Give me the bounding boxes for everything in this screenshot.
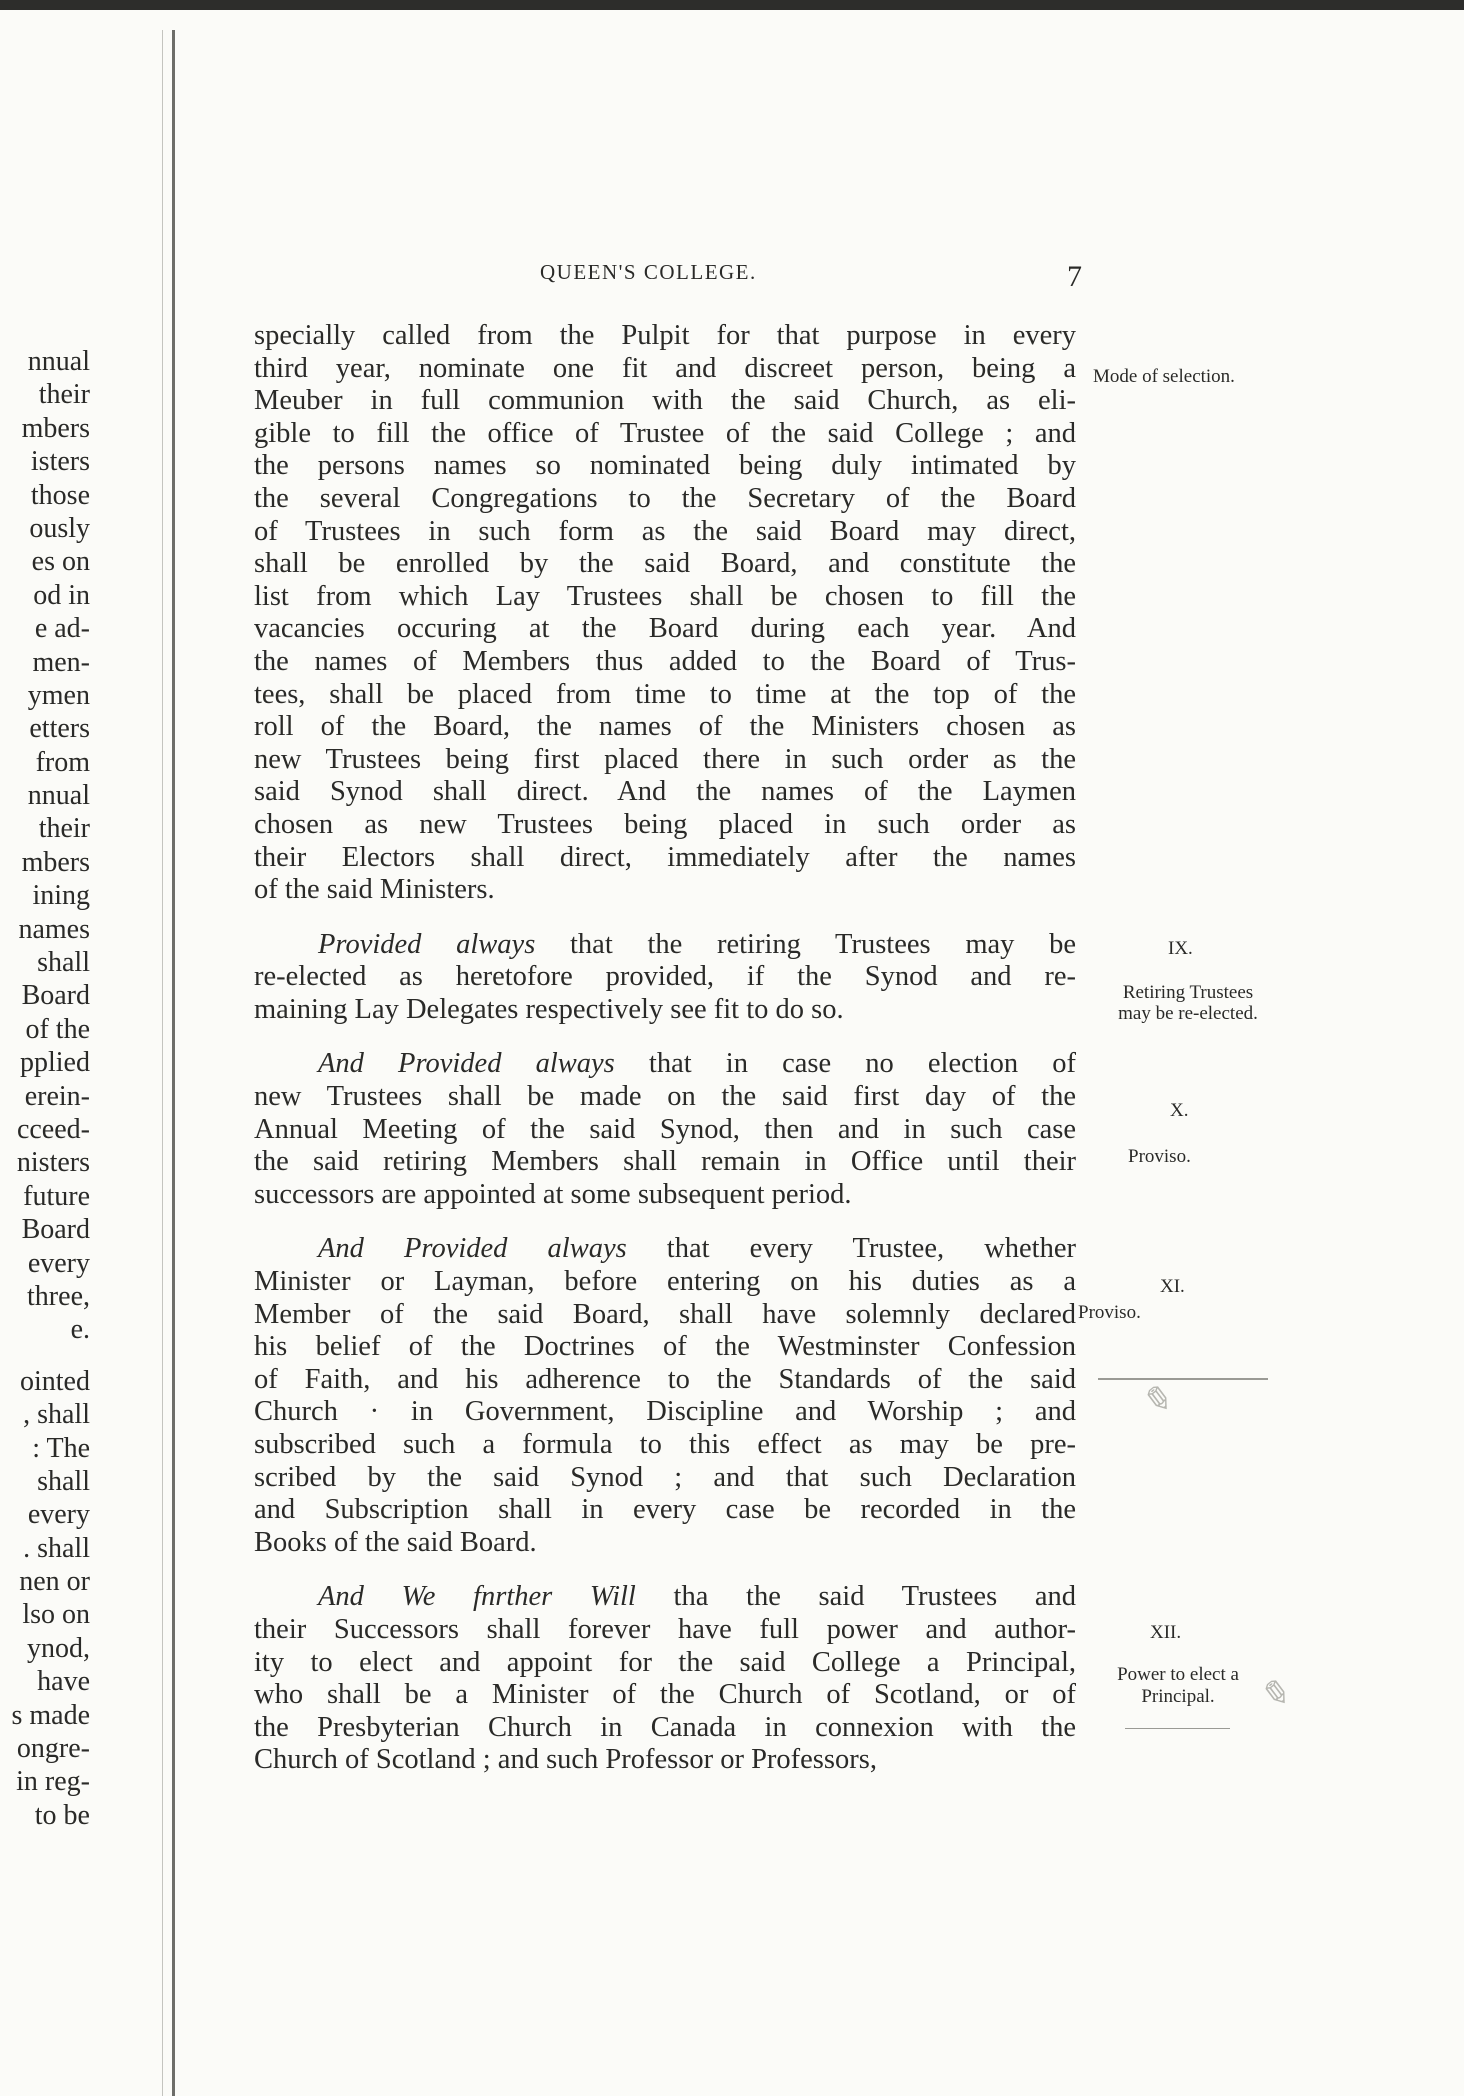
left-fragment-line: nnual [27, 780, 90, 812]
text-line: chosen as new Trustees being placed in such order as [254, 808, 1076, 840]
text-line: Church of Scotland ; and such Professor or Professors, [254, 1744, 877, 1776]
left-fragment-line: ymen [27, 679, 90, 711]
margin-note-xi-proviso: Proviso. [1078, 1302, 1141, 1323]
page-gutter-shadow [162, 30, 163, 2096]
text-line: scribed by the said Synod ; and that such Declaration [254, 1461, 1076, 1493]
left-fragment-line: : The [32, 1432, 90, 1464]
text-line: of Trustees in such form as the said Board may direct, [254, 515, 1076, 547]
text-line: his belief of the Doctrines of the Westminster Confession [254, 1331, 1076, 1363]
text-line: list from which Lay Trustees shall be chosen to fill the [254, 580, 1076, 612]
left-fragment-line: pplied [20, 1047, 90, 1079]
left-fragment-line: Board [21, 1214, 90, 1246]
text-line: their Electors shall direct, immediately after the names [254, 841, 1076, 873]
body-text [254, 320, 1076, 1777]
text-line: who shall be a Minister of the Church of Scotland, or of [254, 1679, 1076, 1711]
paragraph-x [254, 1048, 1076, 1211]
handwritten-underline [1098, 1378, 1268, 1380]
left-fragment-line: ynod, [27, 1632, 90, 1664]
paragraph-ix [254, 929, 1076, 1027]
paragraph-continuation [254, 320, 1076, 907]
text-line: maining Lay Delegates respectively see fit to do so. [254, 993, 844, 1025]
italic-lead: And We fnrther Will [318, 1581, 636, 1613]
line-text: that every Trustee, whether [626, 1233, 1076, 1265]
text-line: said Synod shall direct. And the names of the Laymen [254, 776, 1076, 808]
left-fragment-line: cceed- [16, 1113, 90, 1145]
text-line [254, 1048, 1076, 1081]
left-fragment-line: shall [37, 1465, 90, 1497]
paragraph-xii [254, 1581, 1076, 1777]
left-fragment-gap [0, 1347, 90, 1365]
handwritten-annotation-faith: ✎ [1140, 1380, 1173, 1421]
text-line: new Trustees being first placed there in such order as the [254, 743, 1076, 775]
text-line: tees, shall be placed from time to time at the top of the [254, 678, 1076, 710]
left-fragment-line: nisters [16, 1147, 90, 1179]
text-line: Church · in Government, Discipline and Worship ; and [254, 1396, 1076, 1428]
left-fragment-line: names [18, 913, 90, 945]
left-fragment-line: s made [11, 1699, 90, 1731]
text-line: third year, nominate one fit and discreet person, being a [254, 352, 1076, 384]
text-line: the Presbyterian Church in Canada in connexion with the [254, 1711, 1076, 1743]
left-fragment-line: every [27, 1499, 90, 1531]
left-fragment-line: men- [32, 646, 90, 678]
text-line: of Faith, and his adherence to the Standards of the said [254, 1363, 1076, 1395]
left-fragment-line: those [30, 479, 90, 511]
left-fragment-line: lso on [22, 1599, 90, 1631]
left-fragment-line: nnual [27, 346, 90, 377]
margin-note-xi-number: XI. [1160, 1276, 1185, 1297]
left-fragment-line: ining [32, 880, 90, 912]
margin-note-ix-number: IX. [1168, 938, 1193, 959]
left-fragment-line: ongre- [16, 1733, 90, 1765]
left-fragment-line: shall [37, 947, 90, 979]
line-text: that in case no election of [614, 1048, 1076, 1080]
italic-lead: Provided always [318, 928, 536, 960]
text-line: the names of Members thus added to the Board of Trus- [254, 645, 1076, 677]
margin-note-x-number: X. [1170, 1100, 1189, 1121]
text-line: gible to fill the office of Trustee of the said College ; and [254, 417, 1076, 449]
italic-lead: And Provided always [318, 1233, 627, 1265]
text-line: vacancies occuring at the Board during each year. And [254, 613, 1076, 645]
margin-note-xii-line2: Principal. [1141, 1686, 1215, 1707]
text-line: specially called from the Pulpit for that purpose in every [254, 320, 1076, 351]
left-fragment-line: every [27, 1247, 90, 1279]
text-line: re-elected as heretofore provided, if the Synod and re- [254, 961, 1076, 993]
left-fragment-line: es on [31, 546, 90, 578]
text-line: Member of the said Board, shall have solemnly declared [254, 1298, 1076, 1330]
text-line [254, 1581, 1076, 1614]
scan-top-edge [0, 0, 1464, 10]
text-line: and Subscription shall in every case be recorded in the [254, 1494, 1076, 1526]
margin-note-xii-line1: Power to elect a [1117, 1664, 1239, 1685]
left-fragment-line: nen or [19, 1566, 90, 1598]
text-line [254, 1233, 1076, 1266]
text-line: the several Congregations to the Secretary of the Board [254, 482, 1076, 514]
text-line: their Successors shall forever have full power and author- [254, 1613, 1076, 1645]
margin-underline-xii [1125, 1728, 1230, 1729]
line-text: tha the said Trustees and [635, 1581, 1076, 1613]
left-fragment-line: in reg- [16, 1766, 90, 1798]
left-fragment-line: Board [21, 980, 90, 1012]
text-line: Minister or Layman, before entering on his duties as a [254, 1266, 1076, 1298]
left-fragment-line: , shall [23, 1399, 90, 1431]
text-line: roll of the Board, the names of the Ministers chosen as [254, 711, 1076, 743]
left-fragment-line: their [38, 379, 90, 411]
left-fragment-line: ointed [20, 1365, 90, 1397]
left-fragment-line: e. [70, 1314, 90, 1346]
text-line: Meuber in full communion with the said Church, as eli- [254, 385, 1076, 417]
text-line: Books of the said Board. [254, 1526, 537, 1558]
text-line: successors are appointed at some subsequent period. [254, 1178, 852, 1210]
left-fragment-line: from [35, 746, 90, 778]
margin-note-ix-line2: may be re-elected. [1118, 1003, 1258, 1024]
margin-note-mode-of-selection: Mode of selection. [1093, 366, 1235, 387]
left-fragment-line: of the [25, 1013, 90, 1045]
text-line: of the said Ministers. [254, 874, 495, 906]
line-text: that the retiring Trustees may be [535, 928, 1076, 960]
margin-note-ix-line1: Retiring Trustees [1122, 982, 1254, 1003]
left-fragment-line: ously [29, 512, 90, 544]
text-line: Annual Meeting of the said Synod, then and in such case [254, 1113, 1076, 1145]
running-header: QUEEN'S COLLEGE. [540, 260, 757, 284]
text-line: shall be enrolled by the said Board, and constitute the [254, 548, 1076, 580]
page-spine [172, 30, 175, 2096]
text-line: the said retiring Members shall remain in Office until their [254, 1146, 1076, 1178]
text-line: new Trustees shall be made on the said first day of the [254, 1081, 1076, 1113]
left-fragment-line: od in [33, 579, 90, 611]
left-fragment-line: have [37, 1666, 90, 1698]
left-fragment-line: etters [29, 713, 90, 745]
handwritten-annotation-principal: ✎ [1258, 1674, 1291, 1715]
margin-note-x-proviso: Proviso. [1128, 1146, 1191, 1167]
left-fragment-line: mbers [21, 412, 90, 444]
text-line: ity to elect and appoint for the said College a Principal, [254, 1646, 1076, 1678]
left-fragment-line: . shall [23, 1532, 90, 1564]
paragraph-xi [254, 1233, 1076, 1559]
italic-lead: And Provided always [318, 1048, 615, 1080]
left-fragment-line: isters [30, 446, 90, 478]
left-fragment-line: future [23, 1180, 90, 1212]
left-fragment-line: to be [34, 1799, 90, 1831]
text-line: subscribed such a formula to this effect as may be pre- [254, 1429, 1076, 1460]
left-fragment-line: erein- [24, 1080, 90, 1112]
text-line [254, 929, 1076, 962]
left-page-fragments [0, 345, 90, 1832]
page-number: 7 [1067, 260, 1082, 293]
margin-note-xii-number: XII. [1150, 1622, 1182, 1643]
left-fragment-line: three, [27, 1280, 90, 1312]
left-fragment-line: e ad- [34, 613, 90, 645]
left-fragment-line: mbers [21, 846, 90, 878]
left-fragment-line: their [38, 813, 90, 845]
text-line: the persons names so nominated being duly intimated by [254, 450, 1076, 482]
